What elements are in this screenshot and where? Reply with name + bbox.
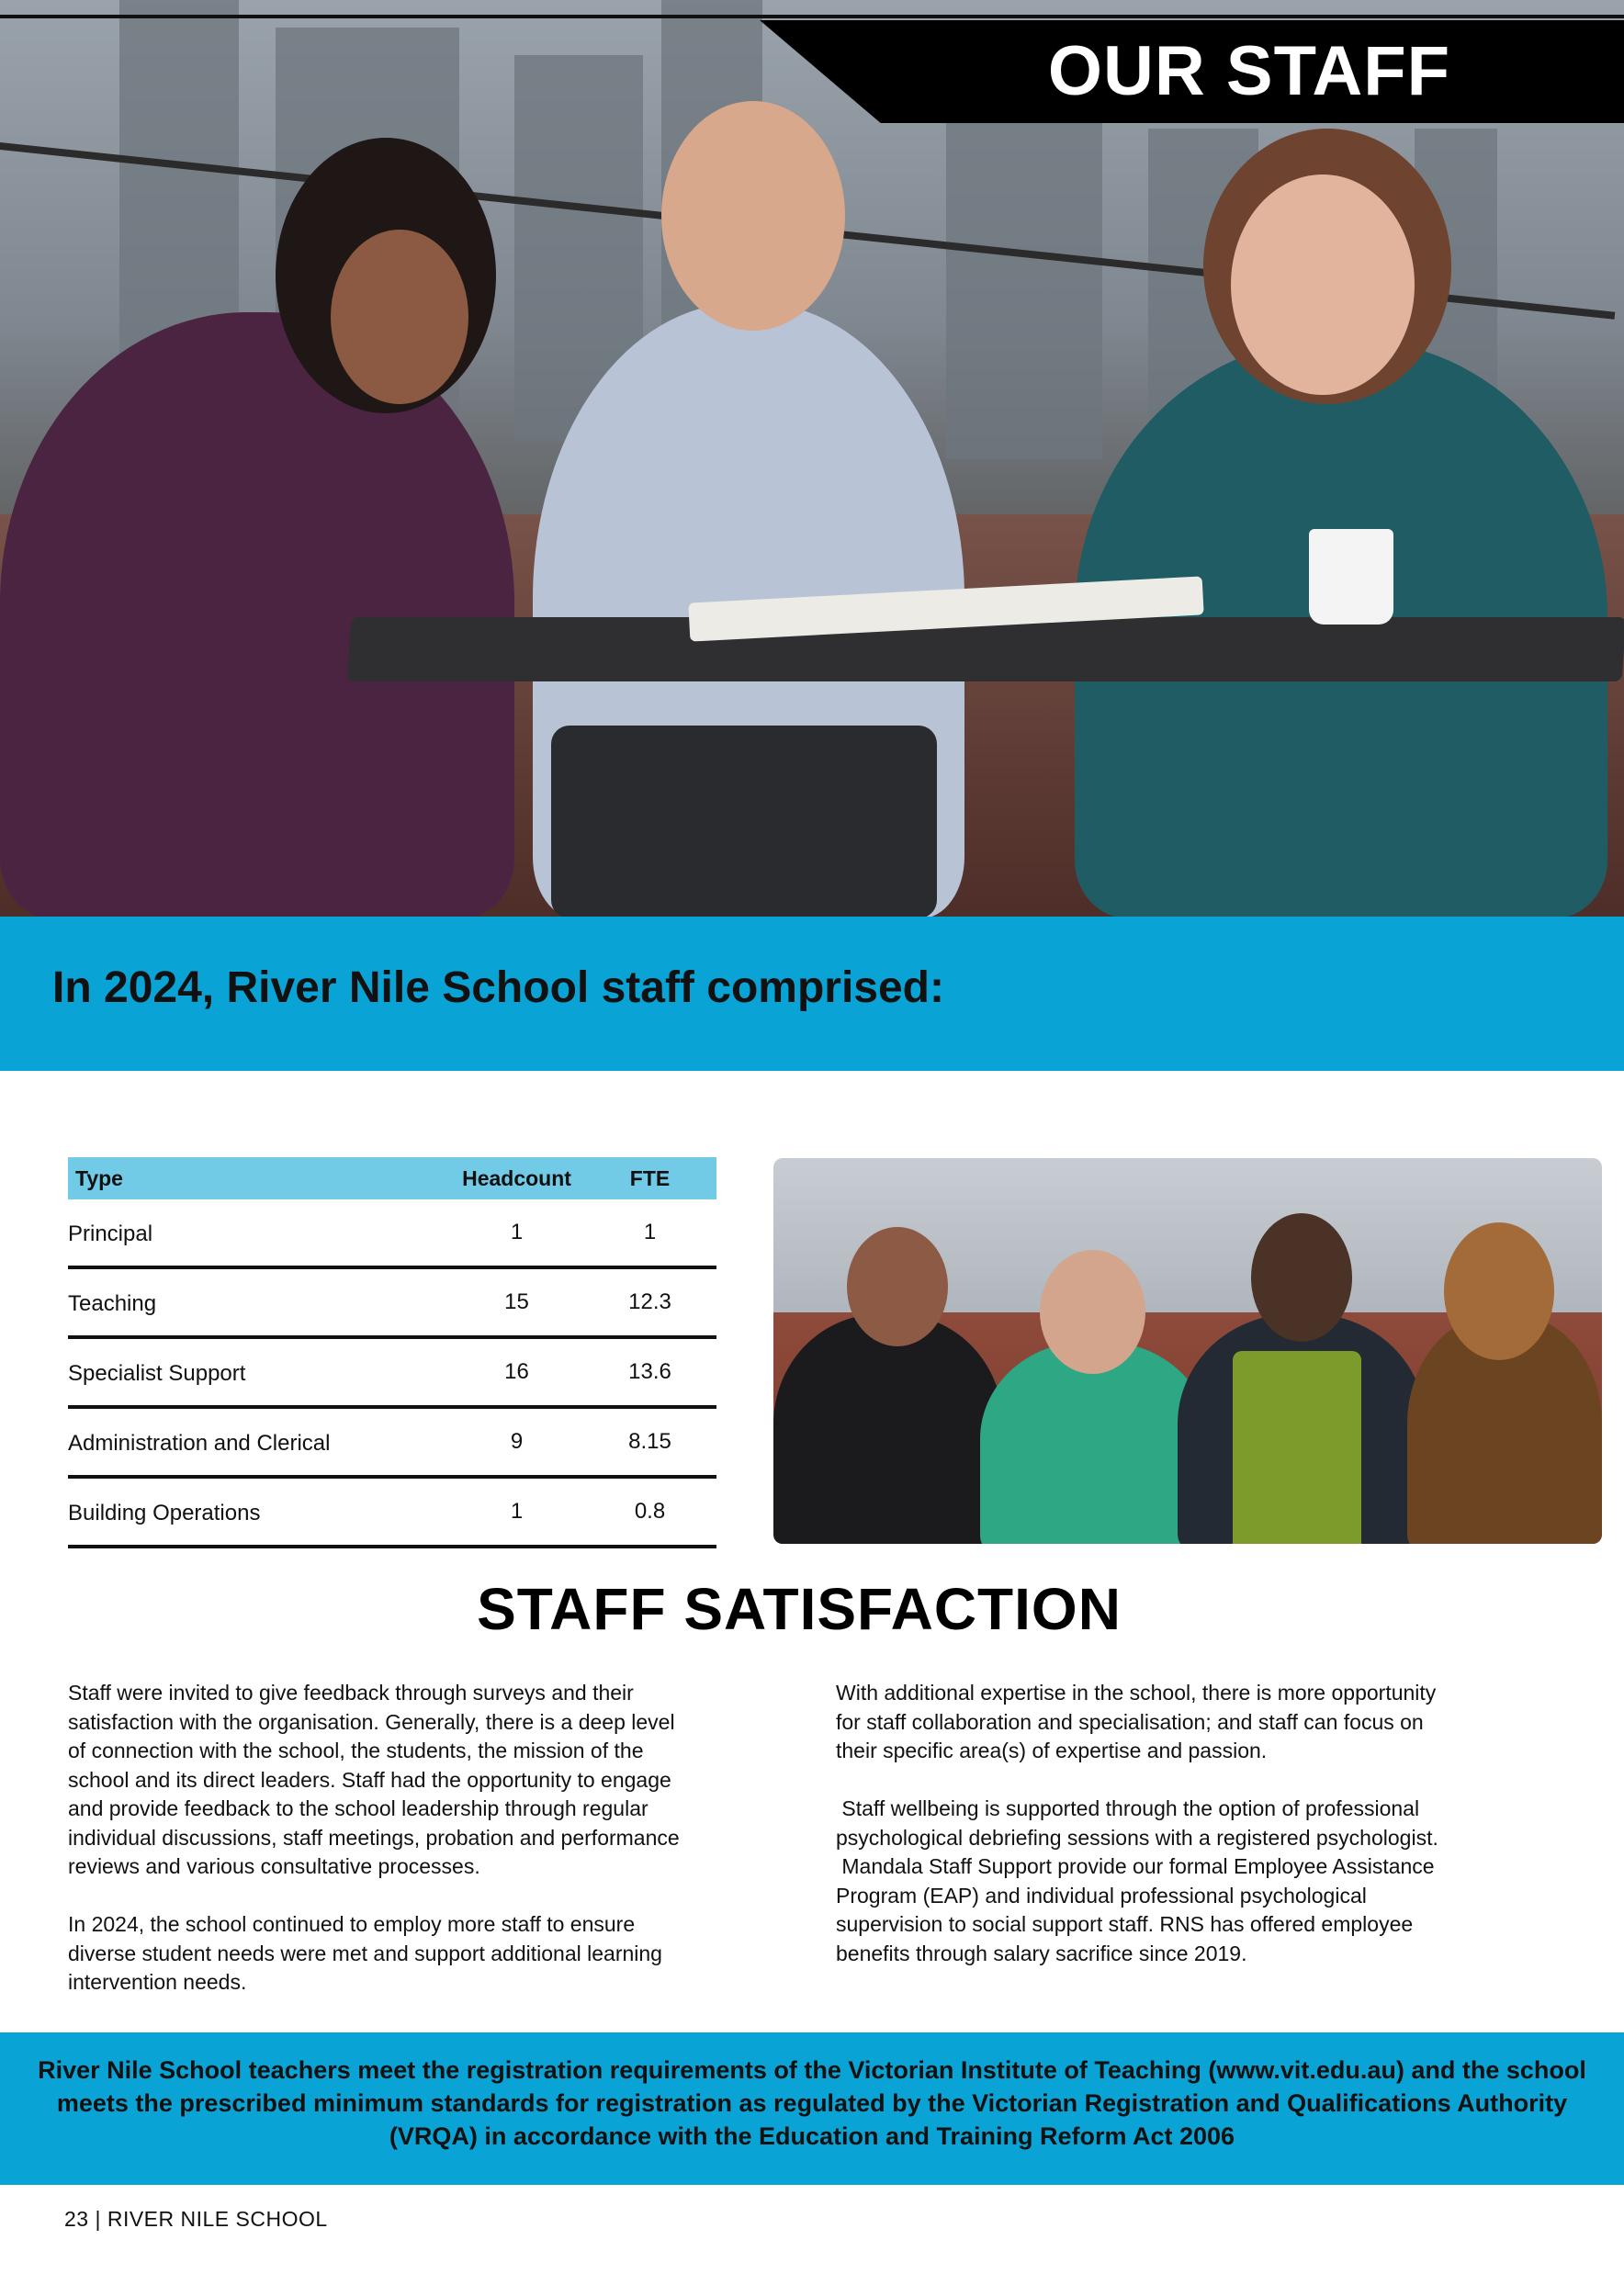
table-row [68, 1479, 716, 1548]
table-row [68, 1269, 716, 1339]
top-rule [0, 15, 1624, 18]
intro-heading: In 2024, River Nile School staff comprised: [52, 963, 944, 1012]
row-fte: 0.8 [634, 1499, 666, 1524]
row-headcount: 1 [510, 1499, 524, 1524]
row-type: Teaching [68, 1291, 157, 1316]
row-fte: 8.15 [628, 1429, 671, 1454]
satisfaction-right-column: With additional expertise in the school, there is more opportunity for staff collaboration and specialisation; and staff can focus on their specific area(s) of expertise and passion. Staff wellbeing is supported through the option of professional psychological debriefing sessions with a registered psychologist. Mandala Staff Support provide our formal Employee Assistance Program (EAP) and individual professional psychological supervision to social support staff. RNS has offered employee benefits through salary sacrifice since 2019. [836, 1681, 1438, 1965]
header-fte: FTE [629, 1165, 671, 1190]
row-fte: 1 [643, 1220, 657, 1244]
table-header [68, 1157, 716, 1199]
page-title: OUR STAFF [1047, 32, 1451, 110]
row-type: Specialist Support [68, 1361, 246, 1386]
row-fte: 12.3 [628, 1289, 671, 1314]
satisfaction-title: STAFF SATISFACTION [477, 1576, 1122, 1642]
satisfaction-left-column: Staff were invited to give feedback through surveys and their satisfaction with the organisation. Generally, there is a deep level of connection with the school, the students, the mission of the school and its direct leaders. Staff had the opportunity to engage and provide feedback to the school leadership through regular individual discussions, staff meetings, probation and performance reviews and various consultative processes. In 2024, the school continued to employ more staff to ensure diverse student needs were met and support additional learning intervention needs. [68, 1681, 680, 1994]
row-type: Administration and Clerical [68, 1431, 331, 1456]
row-headcount: 1 [510, 1220, 524, 1244]
staff-table [68, 1157, 716, 1548]
table-row [68, 1409, 716, 1479]
hero-photo [0, 0, 1624, 917]
header-type: Type [75, 1165, 123, 1190]
row-type: Building Operations [68, 1501, 261, 1525]
table-row [68, 1199, 716, 1269]
row-type: Principal [68, 1221, 153, 1246]
row-headcount: 15 [504, 1289, 529, 1314]
row-headcount: 9 [510, 1429, 524, 1454]
row-fte: 13.6 [628, 1359, 671, 1384]
page-footer: 23 | RIVER NILE SCHOOL [64, 2207, 328, 2231]
group-photo [773, 1158, 1602, 1544]
table-row [68, 1339, 716, 1409]
registration-note: River Nile School teachers meet the registration requirements of the Victorian Institute of Teaching (www.vit.edu.au) and the school meets the prescribed minimum standards for registration as regulated by the Victorian Registration and Qualifications Authority (VRQA) in accordance with the Education and Training Reform Act 2006 [38, 2056, 1586, 2150]
row-headcount: 16 [504, 1359, 529, 1384]
header-headcount: Headcount [462, 1165, 571, 1190]
